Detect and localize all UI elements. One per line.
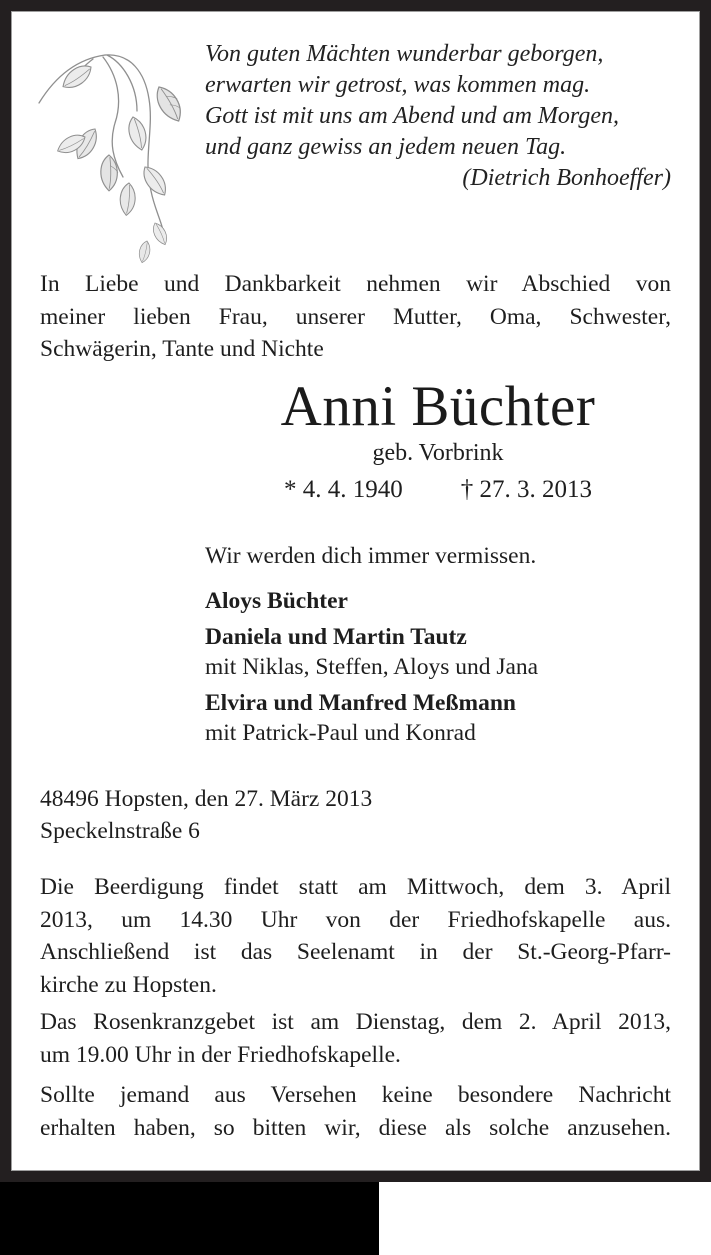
- mourner-group: [205, 586, 671, 616]
- funeral-line: Die Beerdigung findet statt am Mittwoch, dem 3. April: [40, 874, 671, 900]
- deceased-name: Anni Büchter: [280, 375, 596, 438]
- memorial-quote: [205, 39, 671, 194]
- place-date-line: 48496 Hopsten, den 27. März 2013: [40, 786, 373, 812]
- address-line: Speckelnstraße 6: [40, 818, 200, 844]
- life-dates: [205, 475, 671, 505]
- mourner-name: Daniela und Martin Tautz: [205, 624, 467, 650]
- notice-line: erhalten haben, so bitten wir, diese als solche anzusehen.: [40, 1114, 671, 1141]
- rosary-line: Das Rosenkranzgebet ist am Dienstag, dem 2. April 2013,: [40, 1009, 671, 1035]
- rosary-info-paragraph: [40, 1006, 671, 1071]
- funeral-line: Anschließend ist das Seelenamt in der St.-Georg-Pfarr-: [40, 939, 671, 965]
- intro-paragraph: [40, 268, 671, 366]
- notice-info-paragraph: [40, 1079, 671, 1144]
- birth-date: * 4. 4. 1940: [284, 476, 403, 503]
- intro-line: Schwägerin, Tante und Nichte: [40, 336, 324, 362]
- deceased-block: [205, 377, 671, 505]
- rosary-line: um 19.00 Uhr in der Friedhofskapelle.: [40, 1041, 401, 1068]
- farewell-line: Wir werden dich immer vermissen.: [205, 543, 537, 569]
- funeral-line: 2013, um 14.30 Uhr von der Friedhofskapelle aus.: [40, 906, 671, 933]
- mourner-name: Elvira und Manfred Meßmann: [205, 690, 516, 716]
- intro-line: In Liebe und Dankbarkeit nehmen wir Abschied von: [40, 271, 671, 297]
- funeral-line: kirche zu Hopsten.: [40, 971, 217, 998]
- mourners-block: [205, 541, 671, 754]
- notice-line: Sollte jemand aus Versehen keine besondere Nachricht: [40, 1082, 671, 1108]
- mourner-with: mit Patrick-Paul und Konrad: [205, 720, 476, 746]
- quote-line: Gott ist mit uns am Abend und am Morgen,: [205, 103, 619, 129]
- place-date-block: [40, 783, 671, 847]
- intro-line: meiner lieben Frau, unserer Mutter, Oma, Schwester,: [40, 303, 671, 330]
- mourner-group: [205, 688, 671, 748]
- mourner-group: [205, 622, 671, 682]
- quote-line: erwarten wir getrost, was kommen mag.: [205, 72, 591, 98]
- mourner-name: Aloys Büchter: [205, 588, 348, 614]
- maiden-name: geb. Vorbrink: [372, 440, 504, 466]
- quote-attribution: (Dietrich Bonhoeffer): [462, 165, 671, 191]
- mourner-with: mit Niklas, Steffen, Aloys und Jana: [205, 654, 539, 680]
- quote-line: und ganz gewiss an jedem neuen Tag.: [205, 134, 567, 160]
- leaf-icon: [54, 61, 185, 263]
- death-date: † 27. 3. 2013: [460, 476, 592, 503]
- quote-line: Von guten Mächten wunderbar geborgen,: [205, 41, 604, 67]
- branch-illustration: [33, 25, 213, 265]
- redaction-block: [0, 1182, 379, 1255]
- funeral-info-paragraph: [40, 871, 671, 1001]
